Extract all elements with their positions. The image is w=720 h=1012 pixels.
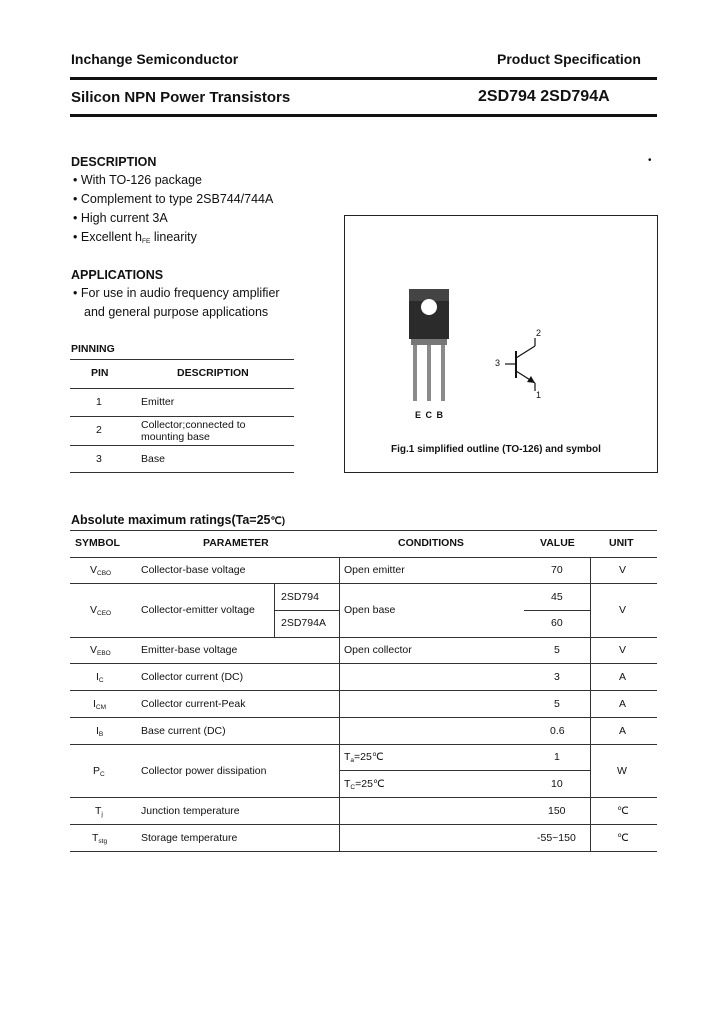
table-rule	[70, 851, 657, 852]
header-rule-bottom	[70, 114, 657, 117]
lead-labels: E C B	[415, 410, 445, 420]
description-item: • Complement to type 2SB744/744A	[73, 192, 274, 206]
row-parameter: Collector current-Peak	[141, 698, 246, 710]
description-item: • Excellent $h_{FE}$ linearity	[73, 230, 197, 245]
row-value: 70	[551, 564, 563, 576]
row-condition: Open emitter	[344, 564, 405, 576]
part-numbers: 2SD794 2SD794A	[478, 88, 610, 105]
table-rule	[70, 690, 657, 691]
table-vline	[590, 557, 591, 851]
row-part: 2SD794	[281, 591, 319, 603]
pinning-rule	[70, 472, 294, 473]
row-condition: Open base	[344, 604, 396, 616]
pinning-rule	[70, 416, 294, 417]
table-rule	[339, 770, 590, 771]
row-value: 1	[554, 751, 560, 763]
row-value: 45	[551, 591, 563, 603]
pin-number: 1	[96, 396, 102, 408]
table-rule	[70, 717, 657, 718]
row-value: 5	[554, 698, 560, 710]
row-value: 10	[551, 778, 563, 790]
table-rule	[274, 610, 339, 611]
row-symbol: $V_{EBO}$	[90, 644, 111, 657]
pinning-col-pin: PIN	[91, 367, 109, 379]
row-parameter: Base current (DC)	[141, 725, 226, 737]
col-conditions: CONDITIONS	[398, 537, 464, 549]
pin-desc: Emitter	[141, 396, 175, 408]
pin-number: 2	[96, 424, 102, 436]
row-unit: A	[619, 671, 627, 683]
table-rule	[70, 583, 657, 584]
row-unit: ℃	[617, 832, 629, 844]
row-unit: W	[617, 765, 627, 777]
figure-caption: Fig.1 simplified outline (TO-126) and symbol	[391, 444, 601, 455]
row-condition: Open collector	[344, 644, 412, 656]
row-symbol: $P_C$	[93, 765, 105, 778]
product-family: Silicon NPN Power Transistors	[71, 89, 291, 106]
table-rule	[524, 610, 590, 611]
table-rule	[70, 663, 657, 664]
row-unit: ℃	[617, 805, 629, 817]
row-condition: $T_C=25℃$	[344, 778, 385, 791]
row-value: 5	[554, 644, 560, 656]
row-unit: V	[619, 604, 627, 616]
to126-package-drawing	[345, 216, 657, 472]
application-line: and general purpose applications	[84, 305, 269, 319]
row-symbol: $T_j$	[95, 805, 103, 818]
pinning-col-desc: DESCRIPTION	[177, 367, 249, 379]
row-symbol: $I_{CM}$	[93, 698, 107, 711]
row-unit: V	[619, 564, 627, 576]
table-vline	[339, 557, 340, 851]
row-unit: A	[619, 725, 627, 737]
ratings-title: Absolute maximum ratings(Ta=25℃)	[71, 513, 286, 527]
row-symbol: $I_B$	[96, 725, 104, 738]
row-unit: A	[619, 698, 627, 710]
pinning-rule	[70, 445, 294, 446]
company-name: Inchange Semiconductor	[71, 51, 239, 67]
pinning-rule	[70, 359, 294, 360]
row-parameter: Collector-base voltage	[141, 564, 246, 576]
row-part: 2SD794A	[281, 617, 326, 629]
row-parameter: Collector current (DC)	[141, 671, 244, 683]
table-rule	[70, 557, 657, 558]
row-parameter: Junction temperature	[141, 805, 240, 817]
description-item: • High current 3A	[73, 211, 168, 225]
applications-title: APPLICATIONS	[71, 268, 164, 282]
row-unit: V	[619, 644, 627, 656]
row-parameter: Storage temperature	[141, 832, 238, 844]
table-rule	[70, 744, 657, 745]
row-symbol: $V_{CBO}$	[90, 564, 112, 577]
row-condition: $T_a=25℃$	[344, 751, 384, 764]
stray-dot: •	[648, 155, 652, 166]
col-parameter: PARAMETER	[203, 537, 269, 549]
symbol-pin-1: 1	[536, 390, 542, 400]
table-rule	[70, 797, 657, 798]
pinning-title: PINNING	[71, 343, 115, 355]
description-item: • With TO-126 package	[73, 173, 202, 187]
row-value: 150	[548, 805, 566, 817]
application-line: • For use in audio frequency amplifier	[73, 286, 280, 300]
header-rule-top	[70, 77, 657, 80]
row-value: -55~150	[537, 832, 576, 844]
row-symbol: $I_C$	[96, 671, 104, 684]
row-value: 60	[551, 617, 563, 629]
figure-box	[344, 215, 658, 473]
row-symbol: $V_{CEO}$	[90, 604, 112, 617]
pin-desc: Collector;connected to mounting base	[141, 419, 246, 443]
pin-desc: Base	[141, 453, 165, 465]
col-unit: UNIT	[609, 537, 634, 549]
pin-number: 3	[96, 453, 102, 465]
pinning-rule	[70, 388, 294, 389]
table-rule	[70, 637, 657, 638]
row-symbol: $T_{stg}$	[92, 832, 108, 845]
description-title: DESCRIPTION	[71, 155, 157, 169]
table-rule	[70, 824, 657, 825]
row-parameter: Collector power dissipation	[141, 765, 267, 777]
row-value: 0.6	[550, 725, 565, 737]
row-parameter: Emitter-base voltage	[141, 644, 238, 656]
table-rule	[70, 530, 657, 531]
symbol-pin-2: 2	[536, 328, 542, 338]
row-parameter: Collector-emitter voltage	[141, 604, 255, 616]
col-value: VALUE	[540, 537, 575, 549]
symbol-pin-3: 3	[495, 358, 501, 368]
doc-type: Product Specification	[497, 51, 641, 67]
col-symbol: SYMBOL	[75, 537, 120, 549]
row-value: 3	[554, 671, 560, 683]
